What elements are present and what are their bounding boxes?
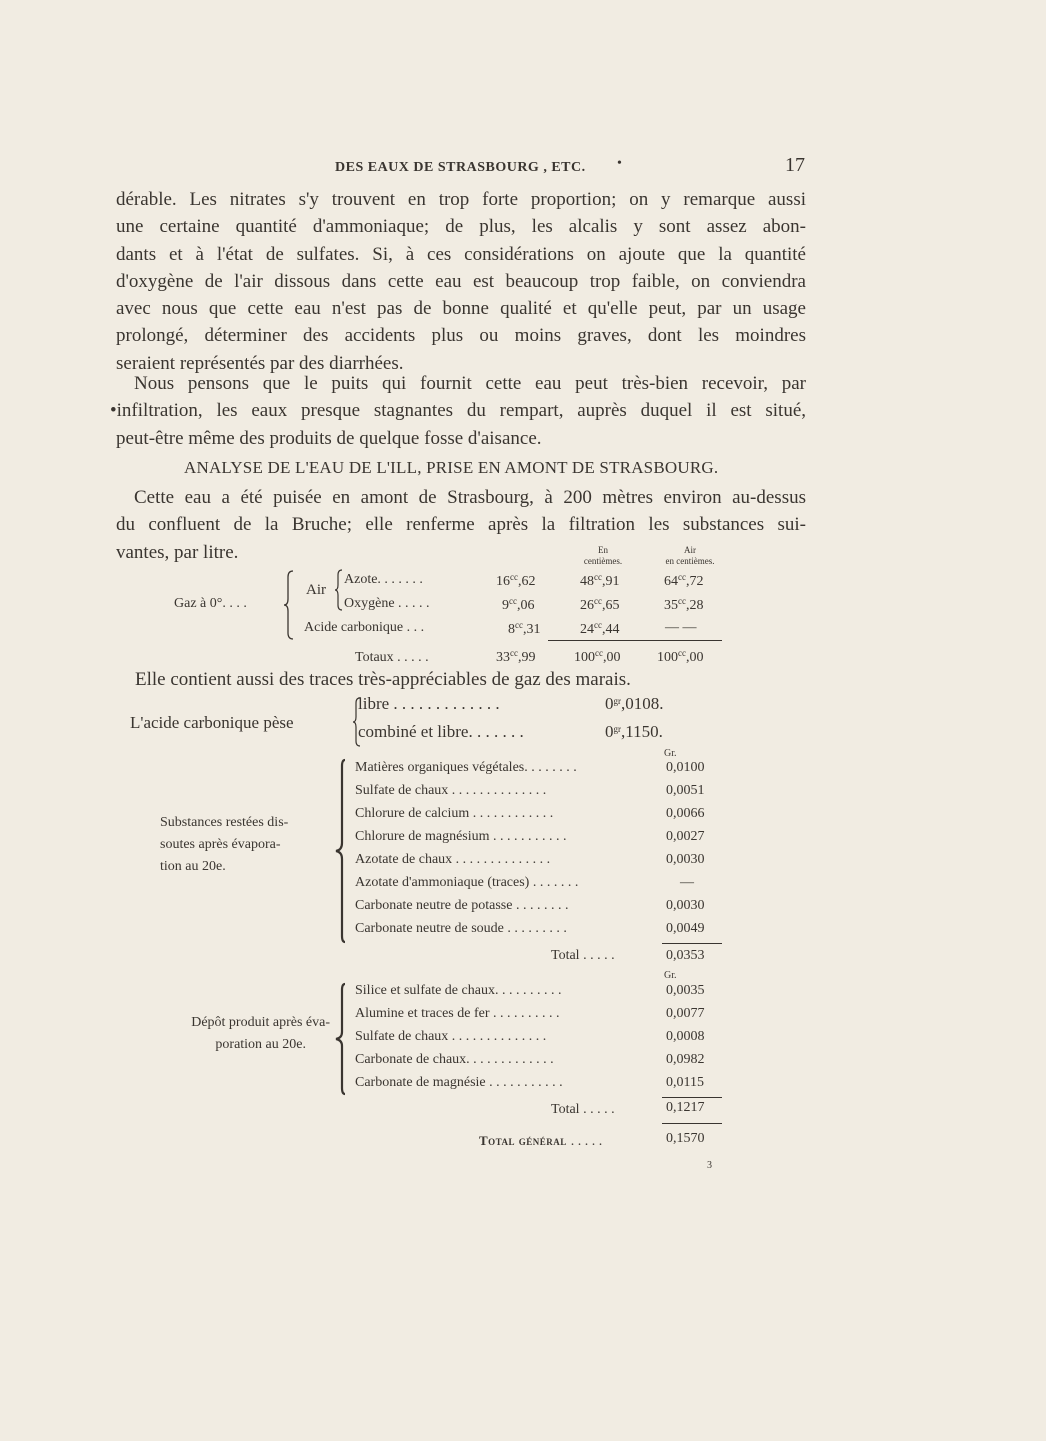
substance-name: Carbonate neutre de potasse . . . . . . . . (355, 898, 569, 913)
totals-label: Totaux . . . . . (355, 650, 429, 665)
value-int: 64 (664, 574, 678, 589)
substance-value: 0,0035 (666, 983, 705, 998)
carbonic-value (605, 722, 663, 742)
text-line: dants et à l'état de sulfates. Si, à ces considérations on ajoute que la quantité (116, 243, 806, 265)
total-label: Total . . . . . (551, 1102, 615, 1117)
value-dec: ,00 (603, 650, 621, 665)
paragraph-1 (116, 186, 806, 377)
value-dec: ,28 (686, 598, 704, 613)
substance-name: Azotate d'ammoniaque (traces) . . . . . . . (355, 875, 579, 890)
value-int: 48 (580, 574, 594, 589)
total-value: 0,0353 (666, 948, 705, 963)
text-line: Cette eau a été puisée en amont de Strasbourg, à 200 mètres environ au-dessus (134, 487, 806, 508)
signature-mark: 3 (707, 1160, 712, 1171)
column-header-air (652, 545, 728, 567)
value-dec: ,00 (686, 650, 704, 665)
value-unit: cc (594, 596, 602, 606)
value-dec: ,44 (602, 622, 620, 637)
gas-value-c2 (580, 596, 620, 614)
subtotal-rule (662, 943, 722, 944)
substance-value: 0,0049 (666, 921, 705, 936)
value-int: 16 (496, 574, 510, 589)
total-label: Total . . . . . (551, 948, 615, 963)
totals-value-c1 (496, 648, 536, 666)
value-int: 35 (664, 598, 678, 613)
gas-value-c3 (664, 572, 704, 590)
value-unit: cc (678, 572, 686, 582)
substance-value: 0,0100 (666, 760, 705, 775)
value-unit: cc (594, 620, 602, 630)
text-line: seraient représentés par des diarrhées. (116, 352, 404, 374)
gas-value-c1 (496, 572, 536, 590)
grand-total-rule (662, 1123, 722, 1124)
substance-value: 0,0027 (666, 829, 705, 844)
substance-value: 0,0008 (666, 1029, 705, 1044)
substance-name: Matières organiques végétales. . . . . . . . (355, 760, 577, 775)
value-unit: cc (595, 648, 603, 658)
gas-row-label: Oxygène . . . . . (344, 596, 430, 611)
value-unit: cc (678, 596, 686, 606)
value-unit: cc (594, 572, 602, 582)
value-dec: ,0108. (621, 694, 664, 713)
substance-value: 0,0051 (666, 783, 705, 798)
text-line: du confluent de la Bruche; elle renferme après la filtration les substances sui- (116, 514, 806, 536)
section-title: ANALYSE DE L'EAU DE L'ILL, PRISE EN AMONT DE STRASBOURG. (184, 458, 719, 477)
substance-name: Carbonate de magnésie . . . . . . . . . . . (355, 1075, 563, 1090)
totals-value-c3 (657, 648, 704, 666)
subtotal-rule (662, 1097, 722, 1098)
column-header-line: Air (684, 545, 696, 555)
column-header-line: En (598, 545, 608, 555)
grand-total-value: 0,1570 (666, 1131, 705, 1146)
substance-value: — (680, 875, 694, 890)
gas-value-c1 (508, 620, 541, 638)
substance-name: Carbonate neutre de soude . . . . . . . . . (355, 921, 567, 936)
text-line: peut-être même des produits de quelque fosse d'aisance. (116, 427, 542, 449)
dissolved-label (160, 812, 288, 878)
text-line: Nous pensons que le puits qui fournit cette eau peut très-bien recevoir, par (134, 373, 806, 394)
grand-total-label (479, 1132, 602, 1150)
totals-value-c2 (574, 648, 621, 666)
value-unit: gr (613, 696, 621, 706)
text-line: avec nous que cette eau n'est pas de bonne qualité et qu'elle peut, par un usage (116, 298, 806, 320)
running-header: DES EAUX DE STRASBOURG , ETC. (335, 160, 586, 175)
value-unit: cc (509, 596, 517, 606)
value-int: 33 (496, 650, 510, 665)
marsh-gas-line: Elle contient aussi des traces très-appréciables de gaz des marais. (135, 669, 631, 690)
label-line: tion au 20e. (160, 859, 226, 874)
text-line: dérable. Les nitrates s'y trouvent en trop forte proportion; on y remarque aussi (116, 189, 806, 210)
paragraph-2 (110, 370, 806, 452)
carbonic-value (605, 694, 664, 714)
gas-value-c2 (580, 572, 620, 590)
value-dec: ,72 (686, 574, 704, 589)
deposit-brace-icon (334, 982, 348, 1096)
substance-name: Sulfate de chaux . . . . . . . . . . . . . . (355, 1029, 547, 1044)
substance-name: Chlorure de calcium . . . . . . . . . . . . (355, 806, 554, 821)
text-line: •infiltration, les eaux presque stagnantes du rempart, auprès duquel il est situé, (110, 400, 806, 422)
value-int: 26 (580, 598, 594, 613)
totals-rule (548, 640, 722, 641)
text-line: prolongé, déterminer des accidents plus ou moins graves, dont les moindres (116, 325, 806, 347)
value-dec: ,31 (523, 622, 541, 637)
carbonic-row-label: combiné et libre. . . . . . . (358, 722, 524, 741)
total-value: 0,1217 (666, 1100, 705, 1115)
value-dec: ,99 (518, 650, 536, 665)
text-line: vantes, par litre. (116, 541, 239, 563)
substance-value: 0,0066 (666, 806, 705, 821)
grand-total-text: Total général (479, 1133, 567, 1148)
label-line: Dépôt produit après éva- (191, 1015, 330, 1030)
label-line: Substances restées dis- (160, 815, 289, 830)
gas-value-c3 (665, 620, 697, 636)
substance-name: Sulfate de chaux . . . . . . . . . . . . . . (355, 783, 547, 798)
air-brace-icon (334, 569, 344, 611)
value-dec: ,1150. (621, 722, 663, 741)
substance-name: Azotate de chaux . . . . . . . . . . . . . . (355, 852, 551, 867)
value-int: 0 (605, 722, 614, 741)
gas-row-label: Acide carbonique . . . (304, 620, 425, 635)
dissolved-brace-icon (334, 758, 348, 944)
gas-value-c1 (502, 596, 535, 614)
carbonic-label: L'acide carbonique pèse (130, 713, 294, 732)
substance-value: 0,0115 (666, 1075, 704, 1090)
value-int: 100 (574, 650, 595, 665)
value-int: 9 (502, 598, 509, 613)
substance-name: Chlorure de magnésium . . . . . . . . . . . (355, 829, 567, 844)
value-unit: cc (510, 648, 518, 658)
value-dec: ,91 (602, 574, 620, 589)
page-number: 17 (785, 154, 805, 176)
header-mark: • (617, 156, 622, 171)
value-unit: cc (678, 648, 686, 658)
text-line: une certaine quantité d'ammoniaque; de plus, les alcalis y sont assez abon- (116, 216, 806, 238)
value-unit: gr (613, 724, 621, 734)
value-int: 100 (657, 650, 678, 665)
label-line: soutes après évapora- (160, 837, 281, 852)
substance-value: 0,0030 (666, 898, 705, 913)
air-label: Air (306, 582, 326, 598)
gas-value-c2 (580, 620, 620, 638)
substance-name: Carbonate de chaux. . . . . . . . . . . . . (355, 1052, 554, 1067)
value-int: — — (665, 620, 697, 635)
unit-label: Gr. (664, 748, 677, 759)
carbonic-row-label: libre . . . . . . . . . . . . . (358, 694, 500, 713)
unit-label: Gr. (664, 970, 677, 981)
substance-value: 0,0982 (666, 1052, 705, 1067)
column-header-centiemes (575, 545, 631, 567)
gas-brace-icon (284, 569, 296, 641)
deposit-label (162, 1012, 330, 1056)
gas-value-c3 (664, 596, 704, 614)
label-line: poration au 20e. (215, 1037, 306, 1052)
column-header-line: centièmes. (583, 556, 623, 566)
value-unit: cc (515, 620, 523, 630)
column-header-line: en centièmes. (665, 556, 715, 566)
value-int: 24 (580, 622, 594, 637)
value-int: 8 (508, 622, 515, 637)
substance-name: Alumine et traces de fer . . . . . . . . . . (355, 1006, 560, 1021)
value-dec: ,65 (602, 598, 620, 613)
grand-total-dots: . . . . . (570, 1134, 603, 1149)
text-line: d'oxygène de l'air dissous dans cette eau est beaucoup trop faible, on conviendra (116, 270, 806, 292)
value-dec: ,06 (517, 598, 535, 613)
substance-value: 0,0077 (666, 1006, 705, 1021)
substance-name: Silice et sulfate de chaux. . . . . . . . . . (355, 983, 562, 998)
gas-left-label: Gaz à 0°. . . . (174, 596, 247, 611)
gas-row-label: Azote. . . . . . . (344, 572, 423, 587)
value-dec: ,62 (518, 574, 536, 589)
value-unit: cc (510, 572, 518, 582)
value-int: 0 (605, 694, 614, 713)
substance-value: 0,0030 (666, 852, 705, 867)
